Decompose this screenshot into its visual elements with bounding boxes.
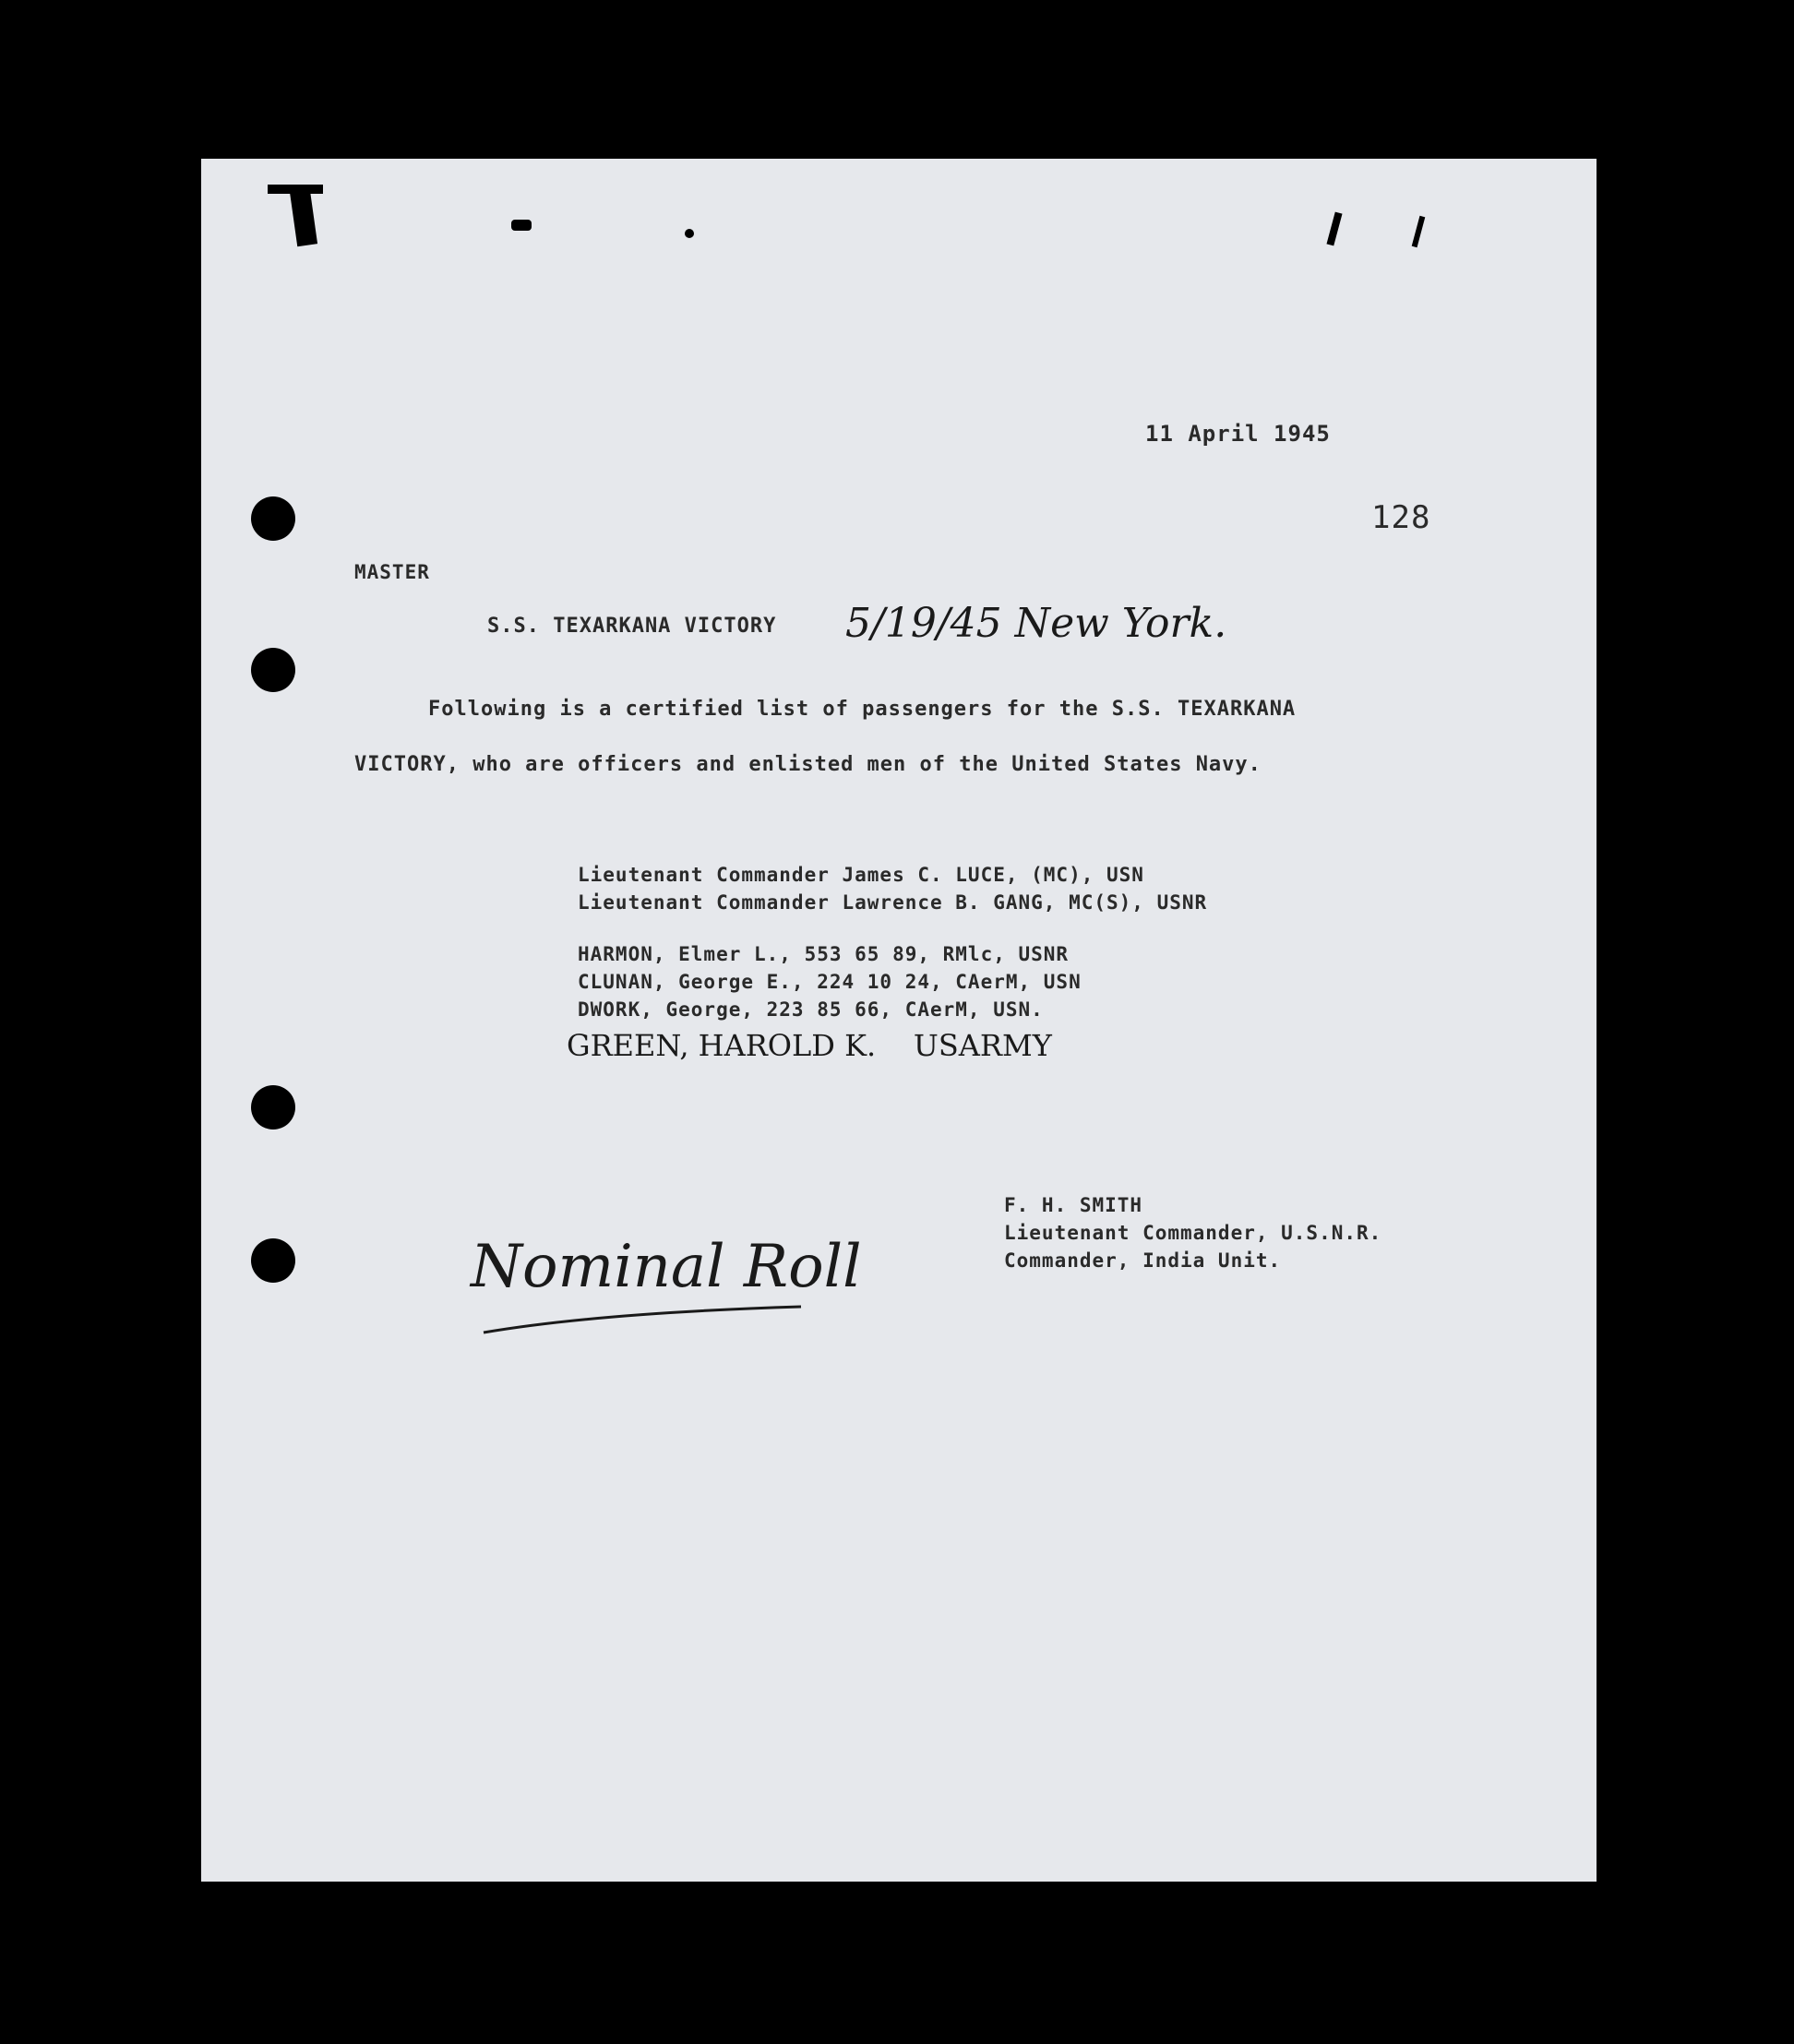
officer-entry: Lieutenant Commander James C. LUCE, (MC), USN [578, 864, 1144, 886]
top-edge-mark [685, 229, 694, 238]
signature-title: Commander, India Unit. [1004, 1249, 1282, 1272]
ship-line: S.S. TEXARKANA VICTORY [487, 615, 777, 638]
handwritten-passenger-addition: GREEN, HAROLD K. USARMY [567, 1028, 1052, 1063]
enlisted-entry: DWORK, George, 223 85 66, CAerM, USN. [578, 998, 1044, 1021]
handwritten-ship-annotation: 5/19/45 New York. [845, 600, 1227, 647]
top-edge-mark [290, 189, 317, 246]
addressee: MASTER [354, 561, 430, 583]
nominal-roll-underline [478, 1301, 810, 1338]
document-date: 11 April 1945 [1145, 421, 1331, 447]
punch-hole [251, 1238, 295, 1283]
top-edge-mark [1412, 216, 1426, 247]
enlisted-entry: CLUNAN, George E., 224 10 24, CAerM, USN [578, 971, 1082, 993]
signature-rank: Lieutenant Commander, U.S.N.R. [1004, 1222, 1382, 1244]
top-edge-mark [1326, 212, 1342, 246]
page-number: 128 [1371, 499, 1431, 536]
top-edge-mark [511, 220, 532, 231]
enlisted-entry: HARMON, Elmer L., 553 65 89, RMlc, USNR [578, 943, 1070, 965]
body-line-2: VICTORY, who are officers and enlisted men of the United States Navy. [354, 753, 1262, 776]
top-edge-mark [268, 185, 323, 194]
punch-hole [251, 1085, 295, 1130]
punch-hole [251, 496, 295, 541]
officer-entry: Lieutenant Commander Lawrence B. GANG, MC(S), USNR [578, 891, 1208, 914]
punch-hole [251, 648, 295, 692]
signature-name: F. H. SMITH [1004, 1194, 1143, 1216]
body-line-1: Following is a certified list of passengers for the S.S. TEXARKANA [428, 698, 1297, 721]
document-page [201, 159, 1597, 1882]
handwritten-nominal-roll: Nominal Roll [471, 1233, 862, 1301]
